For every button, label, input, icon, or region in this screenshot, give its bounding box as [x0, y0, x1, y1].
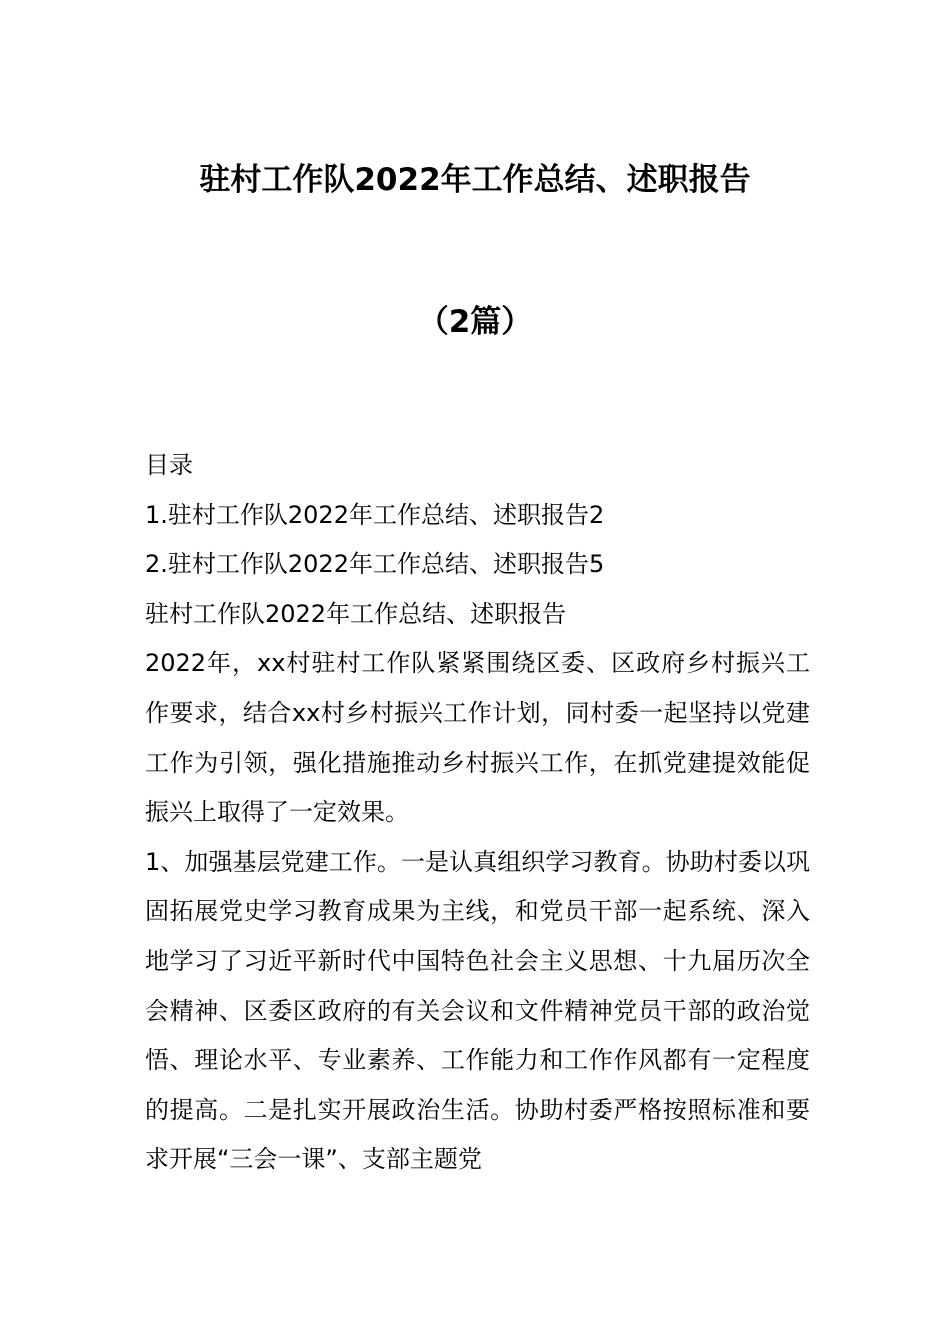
- toc-item[interactable]: 2.驻村工作队2022年工作总结、述职报告5: [145, 550, 605, 579]
- section-title: 驻村工作队2022年工作总结、述职报告: [145, 599, 567, 628]
- document-body: [145, 441, 810, 1185]
- toc-heading: 目录: [145, 451, 193, 479]
- paragraph: 1、加强基层党建工作。一是认真组织学习教育。协助村委以巩固拓展党史学习教育成果为主线，和党员干部一起系统、深入地学习了习近平新时代中国特色社会主义思想、十九届历次全会精神、区委区政府的有关会议和文件精神党员干部的政治觉悟、理论水平、专业素养、工作能力和工作作风都有一定程度的提高。二是扎实开展政治生活。协助村委严格按照标准和要求开展“三会一课”、支部主题党: [145, 847, 810, 1174]
- toc-item[interactable]: 1.驻村工作队2022年工作总结、述职报告2: [145, 500, 605, 529]
- document-subtitle: （2篇）: [417, 304, 533, 340]
- paragraph: 2022年，xx村驻村工作队紧紧围绕区委、区政府乡村振兴工作要求，结合xx村乡村振兴工作计划，同村委一起坚持以党建工作为引领，强化措施推动乡村振兴工作，在抓党建提效能促振兴上取得了一定效果。: [145, 649, 810, 827]
- document-title: 驻村工作队2022年工作总结、述职报告: [199, 162, 751, 198]
